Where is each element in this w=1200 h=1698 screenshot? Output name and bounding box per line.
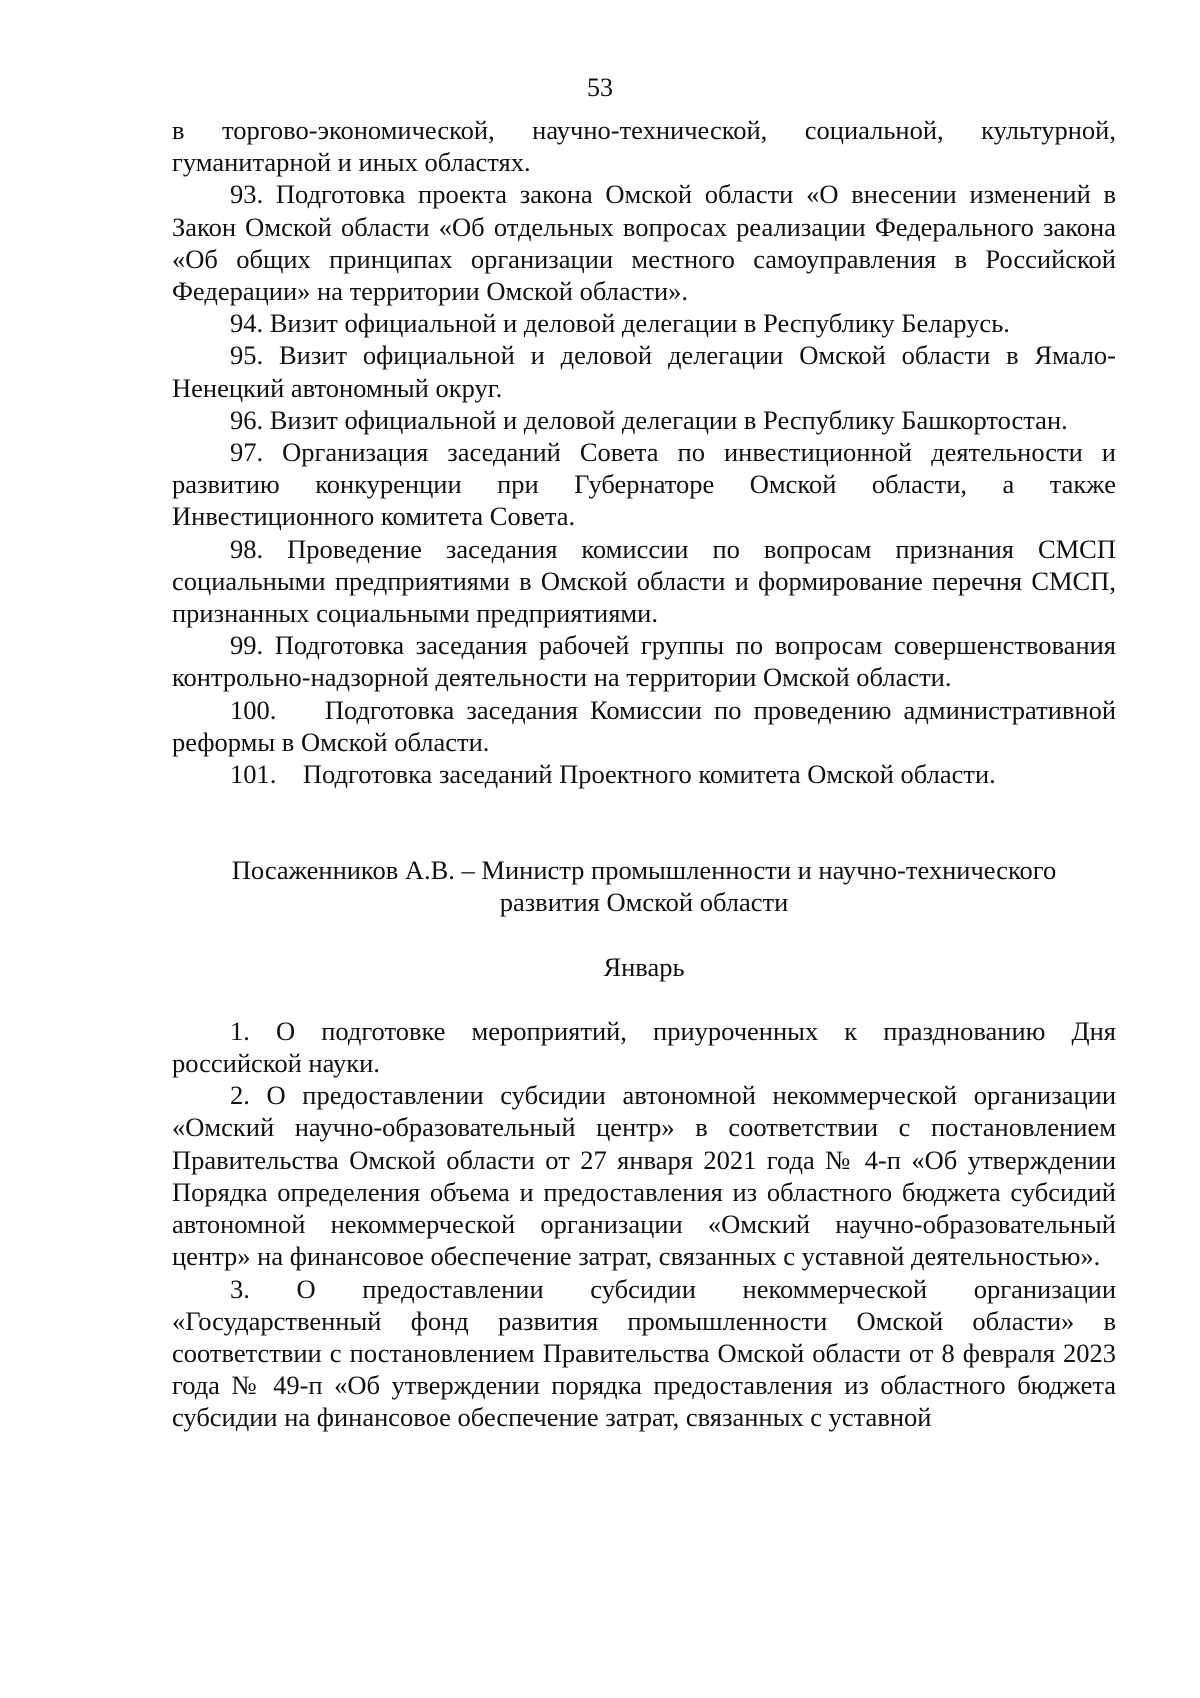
section-heading-line2: развития Омской области (499, 887, 789, 918)
section-gap (172, 790, 1116, 854)
list-item-100: 100. Подготовка заседания Комиссии по проведению административной реформы в Омской области. (172, 694, 1116, 757)
section-item-2: 2. О предоставлении субсидии автономной некоммерческой организации «Омский научно-образовательный центр» в соответствии с постановлением Правительства Омской области от 27 января 2021 года № 4-п «Об утверждении Порядка определения объема и предоставления из областного бюджета субсидий автономной некоммерческой организации «Омский научно-образовательный центр» на финансовое обеспечение затрат, связанных с уставной деятельностью». (172, 1080, 1116, 1272)
page-number: 53 (587, 73, 613, 102)
list-item-98: 98. Проведение заседания комиссии по вопросам признания СМСП социальными предприятиями в Омской области и формирование перечня СМСП, признанных социальными предприятиями. (172, 533, 1116, 629)
document-body (172, 114, 1116, 1434)
section-item-3: 3. О предоставлении субсидии некоммерческой организации «Государственный фонд развития промышленности Омской области» в соответствии с постановлением Правительства Омской области от 8 февраля 2023 года № 49-п «Об утверждении порядка предоставления из областного бюджета субсидии на финансовое обеспечение затрат, связанных с уставной (172, 1273, 1116, 1433)
list-item-95: 95. Визит официальной и деловой делегации Омской области в Ямало-Ненецкий автономный округ. (172, 340, 1116, 403)
list-item-97: 97. Организация заседаний Совета по инвестиционной деятельности и развитию конкуренции при Губернаторе Омской области, а также Инвестиционного комитета Совета. (172, 437, 1116, 532)
list-item-94: 94. Визит официальной и деловой делегации в Республику Беларусь. (230, 308, 1010, 339)
list-item-93: 93. Подготовка проекта закона Омской области «О внесении изменений в Закон Омской области «Об отдельных вопросах реализации Федерального закона «Об общих принципах организации местного самоуправления в Российской Федерации» на территории Омской области». (172, 179, 1116, 307)
section-heading-line1: Посаженников А.В. – Министр промышленности и научно-технического (231, 855, 1057, 886)
list-item-96: 96. Визит официальной и деловой делегации в Республику Башкортостан. (230, 404, 1068, 435)
list-item-99: 99. Подготовка заседания рабочей группы по вопросам совершенствования контрольно-надзорной деятельности на территории Омской области. (172, 630, 1116, 693)
continuation-paragraph: в торгово-экономической, научно-технической, социальной, культурной, гуманитарной и иных областях. (172, 115, 1116, 178)
list-item-101: 101. Подготовка заседаний Проектного комитета Омской области. (230, 759, 996, 790)
section-item-1: 1. О подготовке мероприятий, приуроченных к празднованию Дня российской науки. (172, 1015, 1116, 1079)
month-heading: Январь (603, 951, 685, 982)
